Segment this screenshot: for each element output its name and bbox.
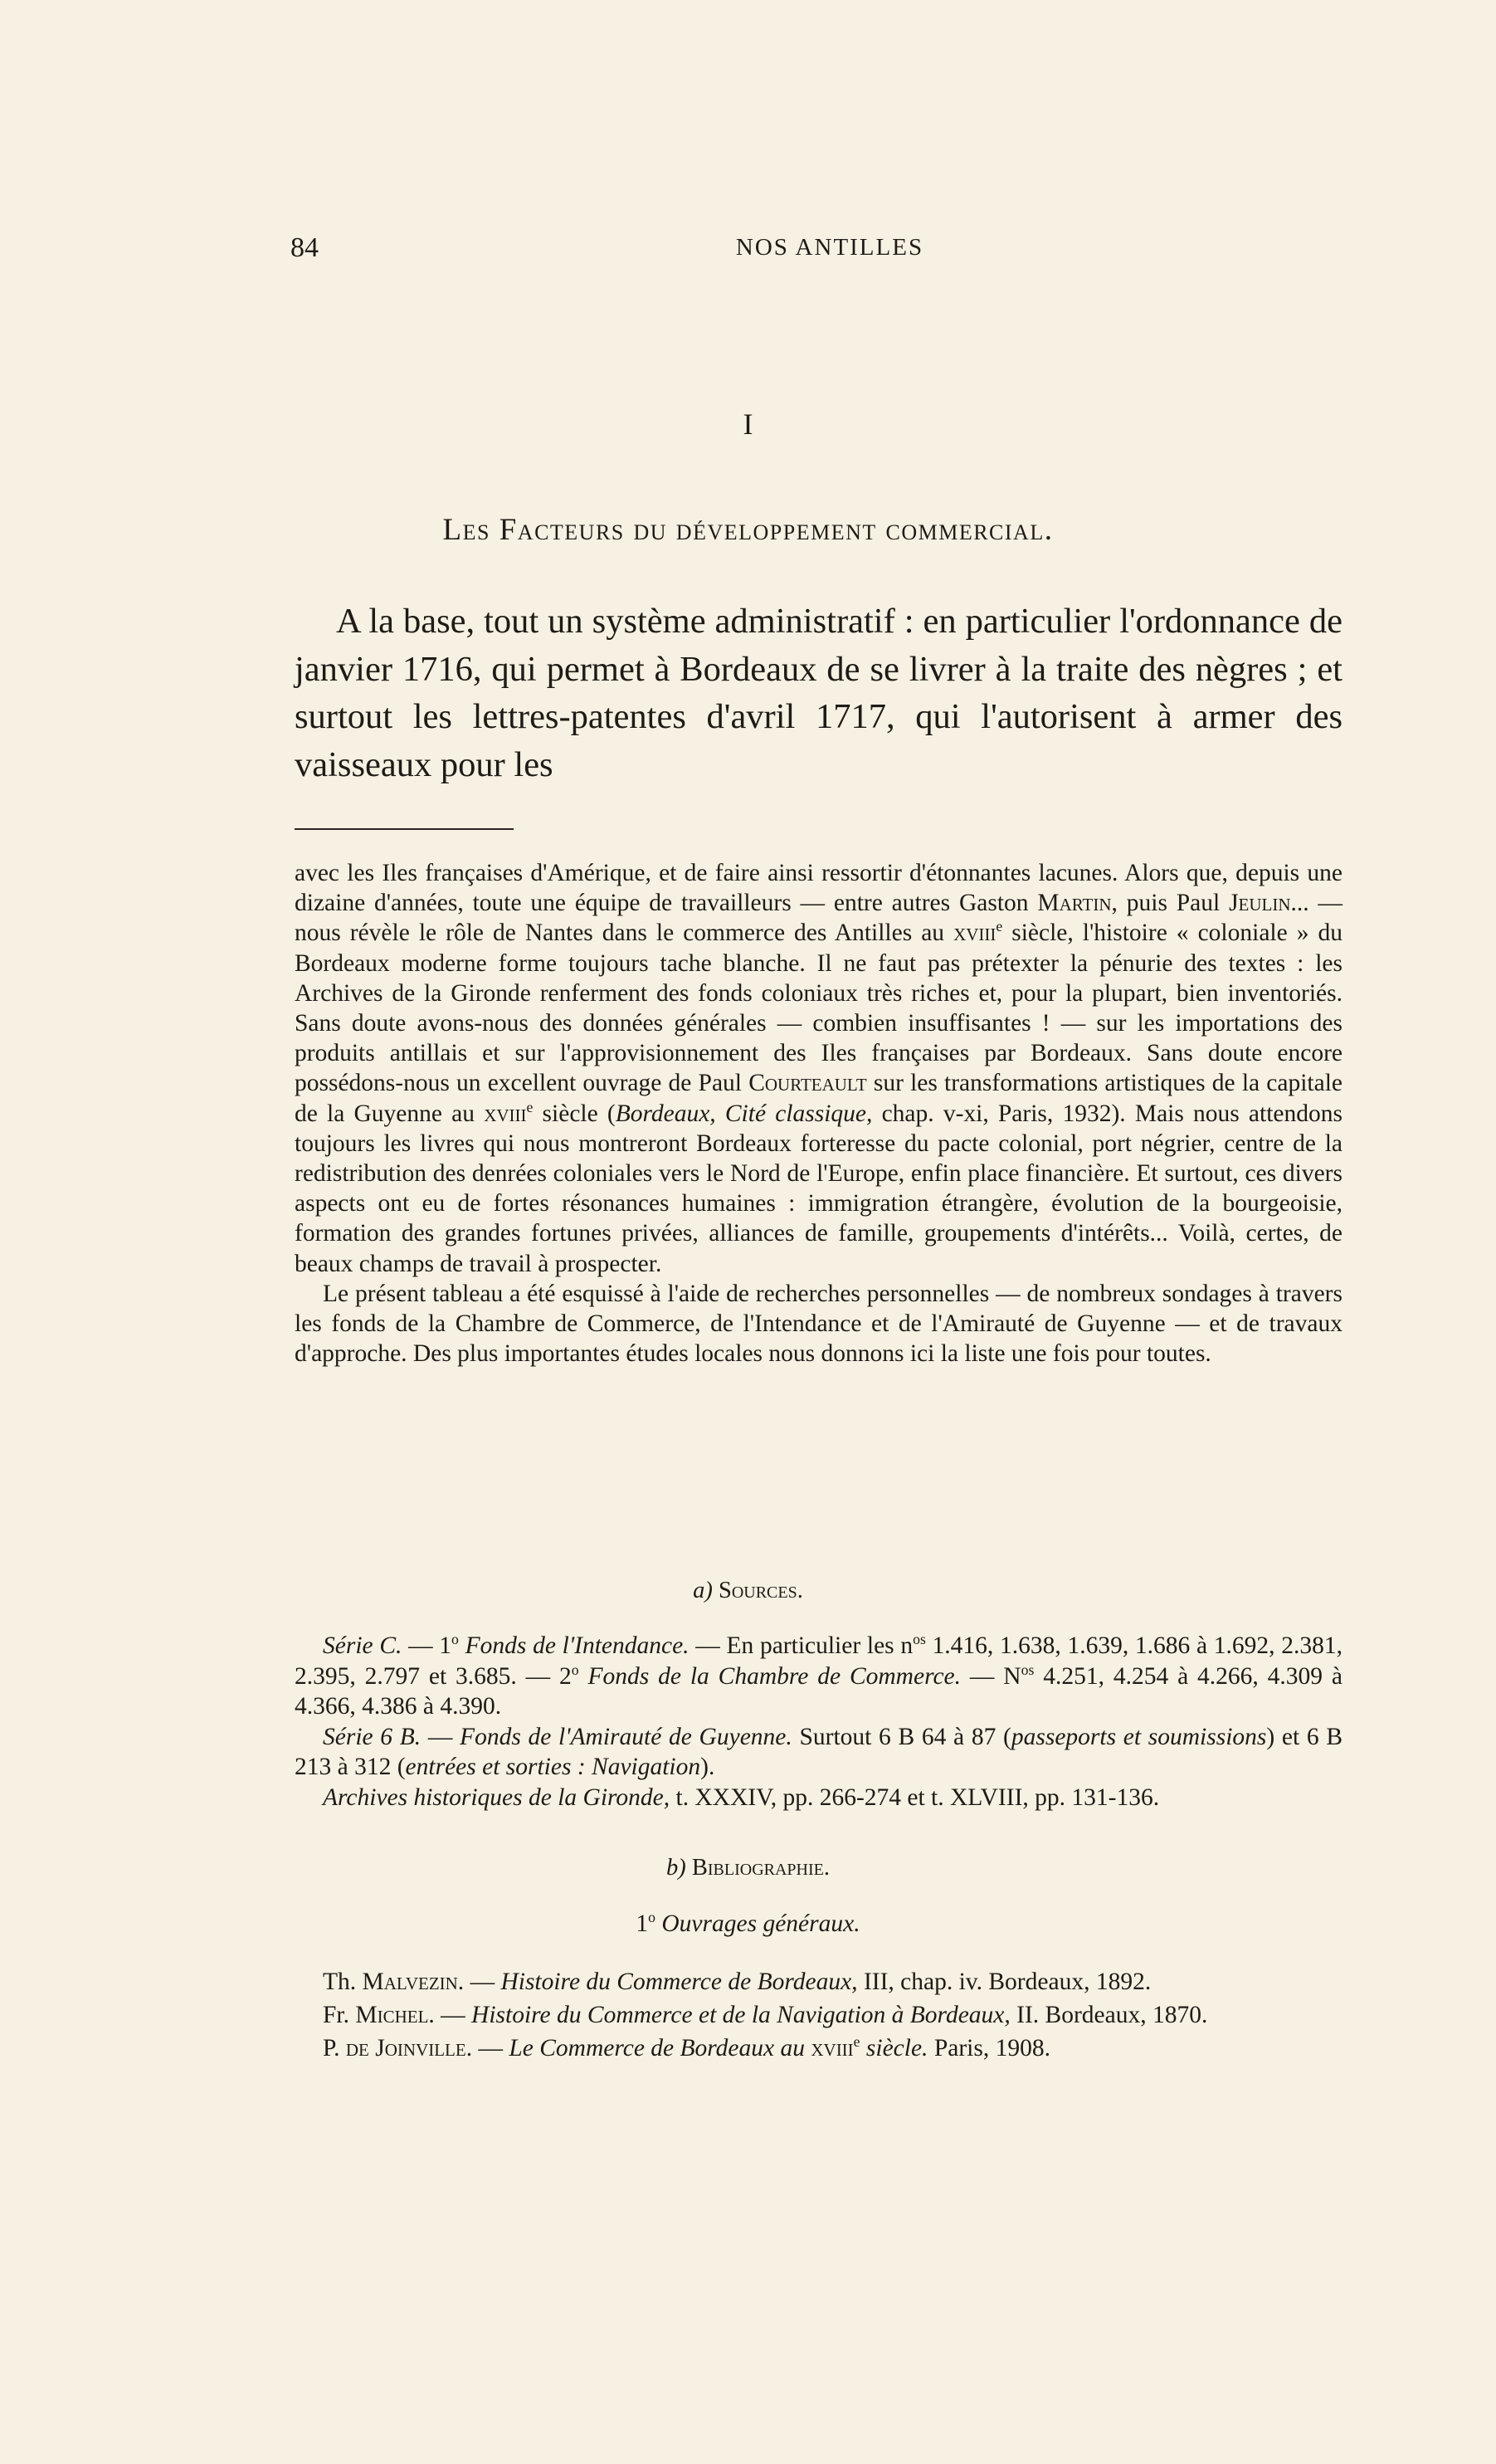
italic-text: passeports et soumissions [1011, 1723, 1267, 1750]
main-text [295, 598, 1343, 788]
serie-c [295, 1631, 1343, 1722]
fonds-title: Fonds de l'Amirauté de Guyenne. [460, 1723, 792, 1750]
bibliography-entry: P. de Joinville. — Le Commerce de Bordeaux au xviii$^e$ siècle. Paris, 1908. [323, 2033, 1050, 2061]
century-numeral: xviii [811, 2035, 854, 2061]
fonds-title: Fonds de l'Intendance. [465, 1632, 690, 1659]
sub-heading-text: Ouvrages généraux. [661, 1910, 860, 1937]
running-title: NOS ANTILLES [735, 234, 924, 261]
footnote-text: ... — nous révèle le rôle de Nantes dans le commerce des Antilles au [295, 890, 1343, 947]
text: 1.416, 1.638, 1.639, 1.686 à 1.692, 2.381, 2.395, 2.797 et 3.685. — 2 [295, 1632, 1343, 1690]
heading-letter: a) [693, 1578, 713, 1603]
superscript: os [1021, 1661, 1035, 1678]
footnote-text: avec les Iles françaises d'Amérique, et de faire ainsi ressortir d'étonnantes lacunes. Alors que, depuis une dizaine d'années, toute une équipe de travailleurs — entre autres Gaston [295, 860, 1343, 917]
italic-text: entrées et sorties : Navigation [405, 1754, 701, 1780]
superscript: o [451, 1631, 459, 1648]
running-head [290, 232, 1369, 274]
publication-info: Paris, 1908. [928, 2035, 1050, 2061]
superscript: e [996, 918, 1003, 935]
text: — En particulier les n [689, 1632, 914, 1659]
book-title: Bordeaux, Cité classique, [615, 1100, 873, 1127]
author-name: Malvezin. [362, 1969, 465, 1995]
heading-text: Sources. [718, 1578, 803, 1603]
author-martin: Martin [1037, 890, 1112, 917]
footnote-paragraph-2: Le présent tableau a été esquissé à l'aide de recherches personnelles — de nombreux sondages à travers les fonds de la Chambre de Commerce, de l'Intendance et de l'Amirauté de Guyenne — et de travaux d'approche. Des plus importantes études locales nous donnons ici la liste une fois pour toutes. [295, 1280, 1343, 1368]
sources-heading [0, 1578, 1496, 1604]
footnote-text: , puis Paul [1111, 890, 1230, 917]
author-prefix: Fr. [323, 2002, 349, 2028]
author-jeulin: Jeulin [1229, 890, 1291, 917]
superscript: os [913, 1631, 926, 1648]
text: 4.251, 4.254 à 4.266, 4.309 à 4.366, 4.386 à 4.390. [295, 1662, 1343, 1720]
bibliography-entry: Fr. Michel. — Histoire du Commerce et de la Navigation à Bordeaux, II. Bordeaux, 1870. [323, 2002, 1208, 2028]
author-prefix: P. [323, 2035, 340, 2061]
text: ). [700, 1754, 715, 1780]
footnote-text: chap. v-xi, Paris, 1932). Mais nous attendons toujours les livres qui nous montreront Bordeaux forteresse du pacte colonial, port négrier, centre de la redistribution des denrées coloniales vers le Nord de l'Europe, enfin place financière. Et surtout, ces divers aspects ont eu de fortes résonances humaines : immigration étrangère, évolution de la bourgeoisie, formation des grandes fortunes privées, alliances de famille, groupements d'intérêts... Voilà, certes, de beaux champs de travail à prospecter. [295, 1100, 1343, 1277]
superscript: o [571, 1661, 579, 1678]
bibliography-list [295, 1967, 1343, 2066]
archives-title: Archives historiques de la Gironde, [323, 1783, 670, 1811]
superscript: e [853, 2033, 860, 2051]
author-courteault: Courteault [748, 1070, 867, 1097]
heading-text: Bibliographie. [691, 1855, 830, 1881]
page-number: 84 [290, 232, 319, 263]
section-number: I [743, 407, 753, 441]
century-numeral: xviii [953, 920, 997, 947]
work-title: siècle. [865, 2035, 928, 2061]
heading-letter: b) [666, 1855, 686, 1881]
text: — 1 [402, 1632, 452, 1659]
author-prefix: Th. [323, 1969, 357, 1995]
sub-number: 1 [636, 1910, 649, 1937]
work-title: Le Commerce de Bordeaux au [509, 2035, 805, 2061]
publication-info: III, chap. iv. Bordeaux, 1892. [857, 1969, 1152, 1995]
bibliography-heading [0, 1855, 1496, 1881]
serie-6b: Série 6 B. — Fonds de l'Amirauté de Guyenne. Surtout 6 B 64 à 87 (passeports et soumissions) et 6 B 213 à 312 (entrées et sorties : Navigation). [295, 1723, 1343, 1780]
work-title: Histoire du Commerce de Bordeaux, [500, 1969, 858, 1995]
publication-info: II. Bordeaux, 1870. [1010, 2002, 1208, 2028]
serie-label: Série C. [323, 1632, 402, 1659]
main-paragraph: A la base, tout un système administratif : en particulier l'ordonnance de janvier 1716, qui permet à Bordeaux de se livrer à la traite des nègres ; et surtout les lettres-patentes d'avril 1717, qui l'autorisent à armer des vaisseaux pour les [295, 602, 1343, 784]
footnote-text: siècle ( [533, 1100, 616, 1127]
work-title: Histoire du Commerce et de la Navigation à Bordeaux, [471, 2002, 1011, 2028]
archives-historiques [295, 1783, 1343, 1813]
superscript: e [526, 1098, 534, 1115]
author-name: de Joinville. [345, 2035, 473, 2061]
text: ) et 6 B 213 à 312 ( [295, 1723, 1343, 1780]
sources-list [295, 1631, 1343, 1813]
fonds-title: Fonds de la Chambre de Commerce. [587, 1662, 962, 1690]
text: t. XXXIV, pp. 266-274 et t. XLVIII, pp. 131-136. [670, 1783, 1160, 1811]
footnote-paragraph-1 [295, 858, 1343, 1279]
author-name: Michel. [355, 2002, 435, 2028]
text: Surtout 6 B 64 à 87 ( [792, 1723, 1011, 1750]
section-title: Les Facteurs du développement commercial. [442, 513, 1054, 547]
footnote-text: siècle, l'histoire « coloniale » du Bordeaux moderne forme toujours tache blanche. Il ne faut pas prétexter la pénurie des textes : les Archives de la Gironde renferment des fonds coloniaux très riches et, pour la plupart, bien inventoriés. Sans doute avons-nous des données générales — combien insuffisantes ! — sur les importations des produits antillais et sur l'approvisionnement des Iles françaises par Bordeaux. Sans doute encore possédons-nous un excellent ouvrage de Paul [295, 920, 1343, 1097]
bibliography-subheading [0, 1910, 1496, 1938]
footnote [295, 858, 1343, 1369]
text: — N [961, 1662, 1021, 1690]
footnote-rule [295, 828, 514, 830]
century-numeral: xviii [484, 1100, 527, 1127]
bibliography-entry: Th. Malvezin. — Histoire du Commerce de Bordeaux, III, chap. iv. Bordeaux, 1892. [323, 1969, 1152, 1995]
footnote-text: sur les transformations artistiques de la capitale de la Guyenne au [295, 1070, 1343, 1127]
superscript: o [648, 1909, 655, 1926]
serie-label: Série 6 B. [323, 1723, 422, 1750]
